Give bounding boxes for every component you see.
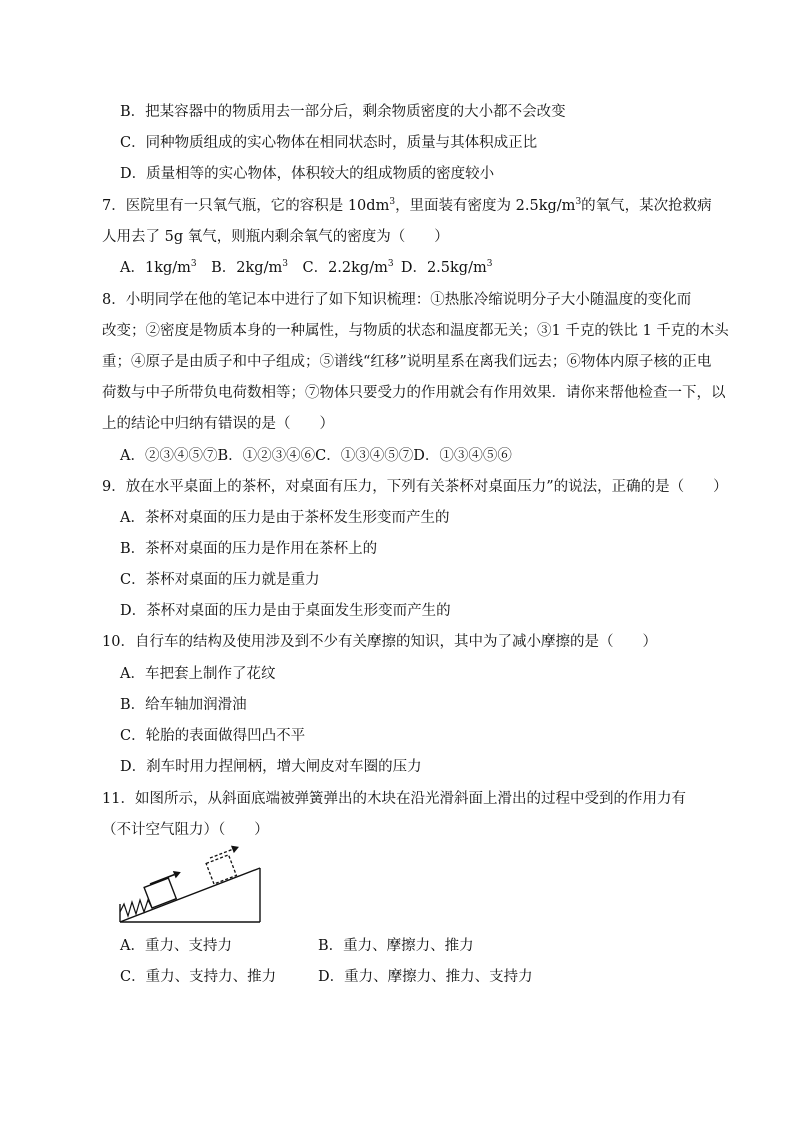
block-dashed [206, 855, 236, 884]
q9-stem: 9．放在水平桌面上的茶杯，对桌面有压力，下列有关茶杯对桌面压力”的说法，正确的是（ ） [102, 479, 728, 495]
q8-stem-line5: 上的结论中归纳有错误的是（ ） [102, 416, 334, 432]
q9-option-b: B．茶杯对桌面的压力是作用在茶杯上的 [120, 541, 378, 557]
q11-option-c: C．重力、支持力、推力 [120, 969, 277, 985]
q11-option-b: B．重力、摩擦力、推力 [318, 938, 474, 954]
q10-option-c: C．轮胎的表面做得凹凸不平 [120, 728, 306, 744]
q10-stem: 10．自行车的结构及使用涉及到不少有关摩擦的知识，其中为了减小摩擦的是（ ） [102, 634, 657, 650]
arrow-dashed-block [209, 843, 241, 862]
q10-option-b: B．给车轴加润滑油 [120, 697, 247, 713]
q9-option-d: D．茶杯对桌面的压力是由于桌面发生形变而产生的 [120, 603, 451, 619]
q8-stem-line4: 荷数与中子所带负电荷数相等；⑦物体只要受力的作用就会有作用效果．请你来帮他检查一下，以 [102, 385, 726, 401]
q9-option-c: C．茶杯对桌面的压力就是重力 [120, 572, 320, 588]
spring-coil [120, 900, 152, 916]
incline-surface [120, 868, 260, 922]
q9-option-a: A．茶杯对桌面的压力是由于茶杯发生形变而产生的 [120, 510, 450, 526]
q11-option-a: A．重力、支持力 [120, 938, 232, 954]
q7-options: A．$1kg/m^3$ B．$2kg/m^3$ C．$2.2kg/m^3$ D．$2.5kg/m^3$ [120, 259, 493, 276]
q11-stem-line2: （不计空气阻力）（ ） [102, 822, 269, 838]
q7-stem-line2: 人用去了 5g 氧气，则瓶内剩余氧气的密度为（ ） [102, 229, 449, 245]
prev-option-c: C．同种物质组成的实心物体在相同状态时，质量与其体积成正比 [120, 135, 538, 151]
q8-options: A．②③④⑤⑦B．①②③④⑥C．①③④⑤⑦D．①③④⑤⑥ [120, 448, 512, 464]
q11-option-d: D．重力、摩擦力、推力、支持力 [318, 969, 533, 985]
q10-option-d: D．刹车时用力捏闸柄，增大闸皮对车圈的压力 [120, 759, 422, 775]
q11-stem-line1: 11．如图所示，从斜面底端被弹簧弹出的木块在沿光滑斜面上滑出的过程中受到的作用力有 [102, 791, 686, 807]
q8-stem-line2: 改变；②密度是物质本身的一种属性，与物质的状态和温度都无关；③1 千克的铁比 1 千克的木头 [102, 323, 729, 339]
prev-option-b: B．把某容器中的物质用去一部分后，剩余物质密度的大小都不会改变 [120, 104, 566, 120]
incline-spring-block-figure [118, 842, 268, 926]
q8-stem-line1: 8．小明同学在他的笔记本中进行了如下知识梳理：①热胀冷缩说明分子大小随温度的变化而 [102, 292, 692, 308]
q7-option-c: C．2.2kg/m [302, 260, 388, 276]
q7-stem-line1: 7．医院里有一只氧气瓶，它的容积是 $10dm^3$，里面装有密度为 $2.5kg/m^3$的氧气，某次抢救病 [102, 197, 712, 214]
block-solid [144, 878, 176, 908]
q10-option-a: A．车把套上制作了花纹 [120, 666, 276, 682]
q7-option-d: D．2.5kg/m [400, 260, 487, 276]
q7-option-a: A．1kg/m [120, 260, 191, 276]
prev-option-d: D．质量相等的实心物体，体积较大的组成物质的密度较小 [120, 166, 495, 182]
q8-stem-line3: 重；④原子是由质子和中子组成；⑤谱线“红移”说明星系在离我们远去；⑥物体内原子核的正电 [102, 354, 712, 370]
q7-option-b: B．2kg/m [211, 260, 283, 276]
